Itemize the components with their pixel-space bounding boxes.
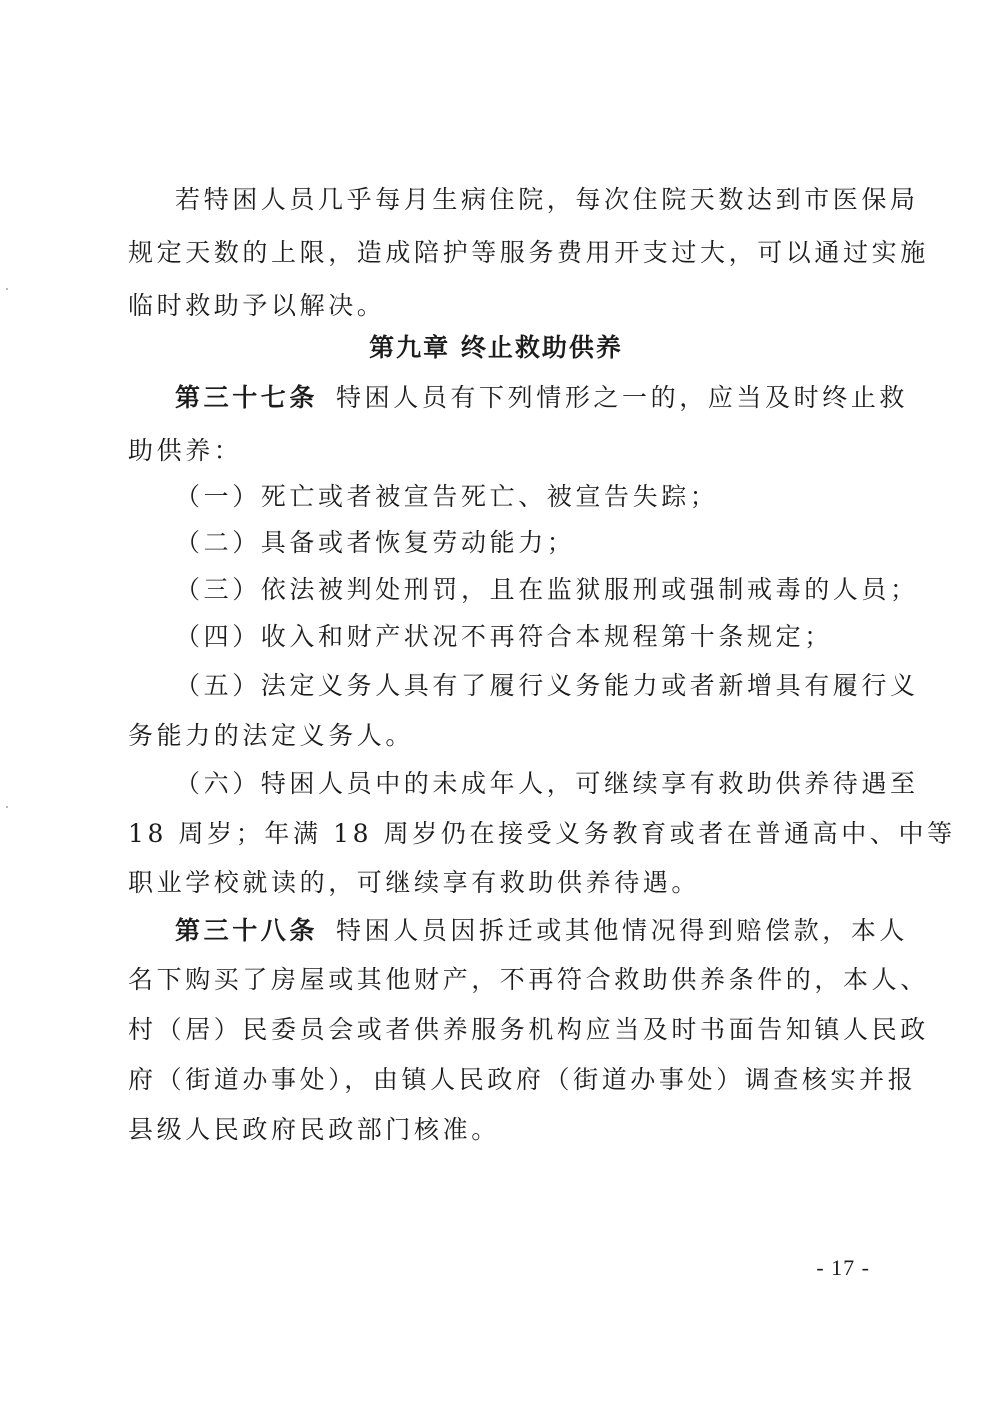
list-item-continuation: 职业学校就读的，可继续享有救助供养待遇。 bbox=[128, 868, 701, 897]
paragraph-line: 名下购买了房屋或其他财产，不再符合救助供养条件的，本人、 bbox=[128, 965, 929, 994]
article-37-title: 第三十七条 bbox=[175, 383, 319, 412]
article-37-first-line bbox=[175, 378, 909, 418]
list-item: （二）具备或者恢复劳动能力； bbox=[175, 528, 576, 557]
paragraph-line: 规定天数的上限，造成陪护等服务费用开支过大，可以通过实施 bbox=[128, 238, 929, 267]
paragraph-line: 若特困人员几乎每月生病住院，每次住院天数达到市医保局 bbox=[175, 185, 919, 214]
paragraph-line: 府（街道办事处），由镇人民政府（街道办事处）调查核实并报 bbox=[128, 1065, 917, 1094]
scan-margin-mark bbox=[6, 288, 8, 290]
scan-margin-mark bbox=[6, 806, 8, 808]
list-item-continuation: 18 周岁；年满 18 周岁仍在接受义务教育或者在普通高中、中等 bbox=[128, 819, 956, 848]
article-37-text: 特困人员有下列情形之一的，应当及时终止救 bbox=[336, 383, 909, 412]
paragraph-line: 村（居）民委员会或者供养服务机构应当及时书面告知镇人民政 bbox=[128, 1015, 929, 1044]
paragraph-line: 临时救助予以解决。 bbox=[128, 291, 386, 320]
list-item-continuation: 务能力的法定义务人。 bbox=[128, 721, 415, 750]
article-38-first-line bbox=[175, 911, 909, 951]
article-38-title: 第三十八条 bbox=[175, 916, 319, 945]
list-item: （一）死亡或者被宣告死亡、被宣告失踪； bbox=[175, 482, 719, 511]
paragraph-line: 助供养： bbox=[128, 436, 243, 465]
list-item: （四）收入和财产状况不再符合本规程第十条规定； bbox=[175, 622, 833, 651]
article-38-text: 特困人员因拆迁或其他情况得到赔偿款，本人 bbox=[336, 916, 909, 945]
list-item: （六）特困人员中的未成年人，可继续享有救助供养待遇至 bbox=[175, 769, 919, 798]
page-number: - 17 - bbox=[816, 1255, 870, 1280]
list-item: （五）法定义务人具有了履行义务能力或者新增具有履行义 bbox=[175, 671, 919, 700]
list-item: （三）依法被判处刑罚，且在监狱服刑或强制戒毒的人员； bbox=[175, 575, 919, 604]
paragraph-line: 县级人民政府民政部门核准。 bbox=[128, 1115, 500, 1144]
chapter-heading: 第九章 终止救助供养 bbox=[369, 333, 623, 362]
